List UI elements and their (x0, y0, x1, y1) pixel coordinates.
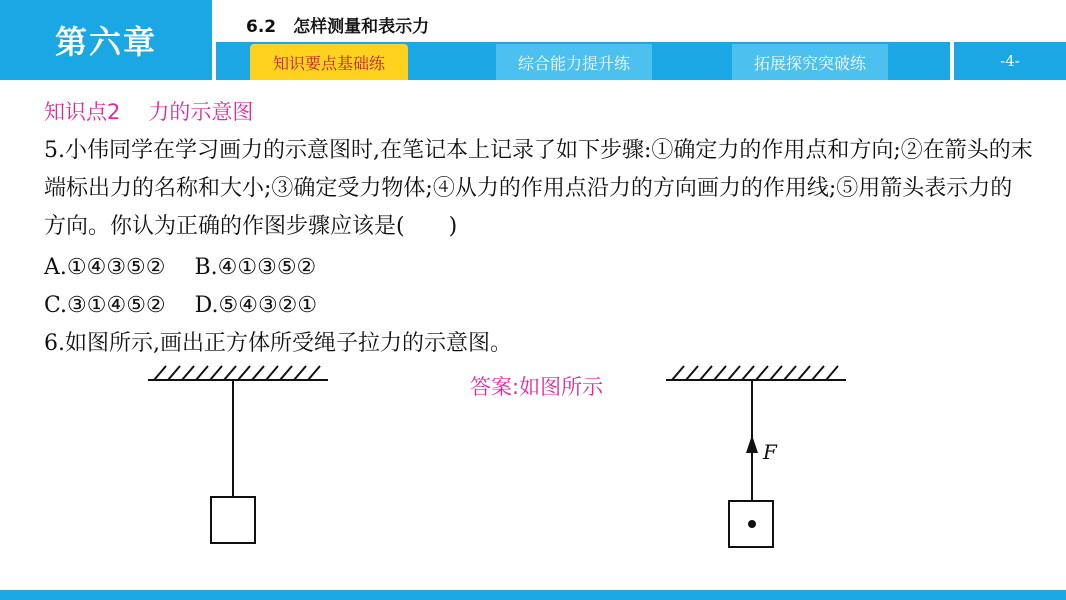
question-5-options-ab: A.①④③⑤② B.④①③⑤② (44, 255, 317, 280)
tab-explore-breakthrough[interactable]: 拓展探究突破练 (732, 44, 888, 80)
question-5-stem: 5.小伟同学在学习画力的示意图时,在笔记本上记录了如下步骤:①确定力的作用点和方向;②在箭头的末端标出力的名称和大小;③确定受力物体;④从力的作用点沿力的方向画力的作用线;⑤用箭头表示力的方向。你认为正确的作图步骤应该是( ) (44, 138, 1033, 239)
force-arrowhead (746, 435, 758, 453)
question-figure (140, 360, 340, 560)
knowledge-point-name: 力的示意图 (148, 100, 254, 124)
knowledge-point-title (44, 96, 253, 126)
page-number: -4- (954, 42, 1066, 80)
answer-text: 答案:如图所示 (470, 375, 604, 399)
tab-basic-practice[interactable]: 知识要点基础练 (250, 44, 408, 80)
question-6-stem: 6.如图所示,画出正方体所受绳子拉力的示意图。 (44, 331, 512, 356)
section-title: 6.2 怎样测量和表示力 (246, 17, 430, 37)
tab-ability-improve[interactable]: 综合能力提升练 (496, 44, 652, 80)
answer-figure (660, 360, 860, 560)
chapter-title: 第六章 (0, 0, 212, 80)
bottom-bar (0, 590, 1066, 600)
force-label: F (763, 440, 777, 464)
knowledge-point-prefix: 知识点2 (44, 100, 121, 124)
question-5-options-cd: C.③①④⑤② D.⑤④③②① (44, 293, 318, 318)
force-application-point (748, 520, 756, 528)
